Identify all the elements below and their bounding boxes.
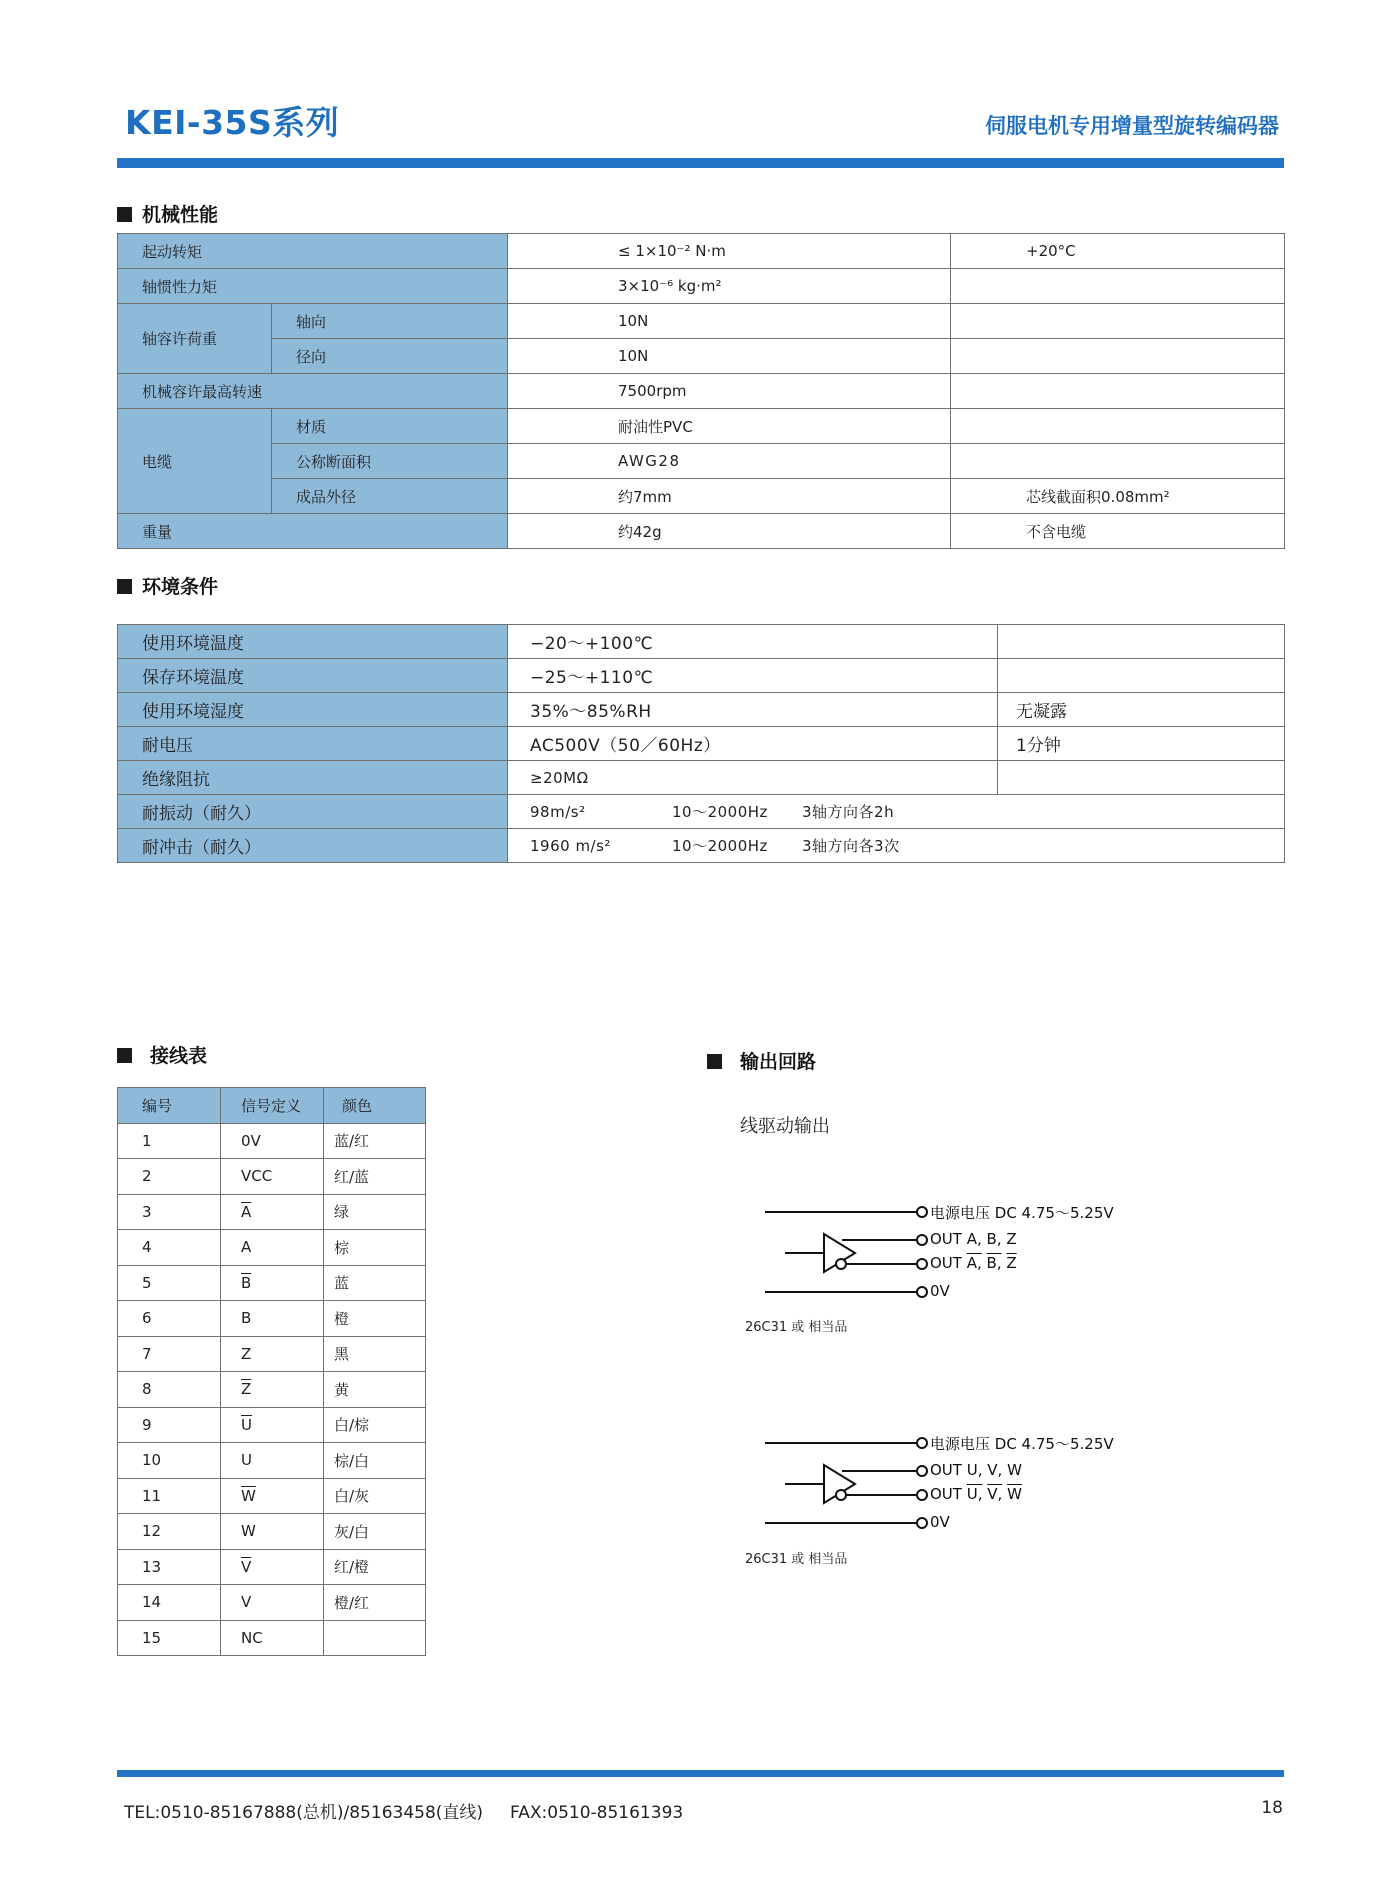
signal-cell: V [221,1585,324,1621]
row-value-group [508,795,1285,829]
footer-rule [117,1770,1284,1777]
row-note: +20°C [951,234,1285,269]
color-cell: 绿 [324,1194,426,1230]
color-cell: 蓝/红 [324,1123,426,1159]
inverter-bubble-icon [836,1490,846,1500]
row-value: ≤ 1×10⁻² N·m [508,234,951,269]
signal-cell: $\overline{B}$ [221,1265,324,1301]
table-header-row [118,1088,426,1124]
page-subtitle: 伺服电机专用增量型旋转编码器 [985,114,1279,138]
color-cell: 棕 [324,1230,426,1266]
label-part: $\overline{Z}$ [1006,1254,1017,1272]
signal-cell: VCC [221,1159,324,1195]
row-value: −20～+100℃ [508,625,998,659]
row-label: 机械容许最高转速 [118,374,508,409]
pin-number-cell: 4 [118,1230,221,1266]
table-row [118,374,1285,409]
label-part: W [1007,1461,1022,1479]
row-label: 轴惯性力矩 [118,269,508,304]
table-row [118,1123,426,1159]
signal-cell: $\overline{W}$ [221,1478,324,1514]
row-sublabel: 成品外径 [272,479,508,514]
row-note [998,659,1285,693]
circuit2-out-negative [930,1485,1022,1503]
environment-table [117,624,1285,863]
section-heading-text: 环境条件 [142,576,219,598]
pin-number-cell: 10 [118,1443,221,1479]
table-row [118,795,1285,829]
table-row [118,761,1285,795]
color-cell: 红/橙 [324,1549,426,1585]
color-cell: 黑 [324,1336,426,1372]
row-note: 芯线截面积0.08mm² [951,479,1285,514]
row-label: 使用环境湿度 [118,693,508,727]
shock-freq: 10～2000Hz [672,837,768,855]
row-note [951,269,1285,304]
table-row [118,1407,426,1443]
circuit2-zero-label: 0V [930,1513,950,1531]
table-row [118,444,1285,479]
color-cell: 棕/白 [324,1443,426,1479]
table-row [118,1194,426,1230]
row-value: 35%～85%RH [508,693,998,727]
row-value: 3×10⁻⁶ kg·m² [508,269,951,304]
row-label: 耐电压 [118,727,508,761]
section-heading-environment [117,572,218,599]
table-row [118,339,1285,374]
terminal-icon [917,1207,927,1217]
row-value: AC500V（50／60Hz） [508,727,998,761]
table-row [118,1301,426,1337]
shock-direction: 3轴方向各3次 [802,837,900,855]
table-row [118,1159,426,1195]
row-label: 绝缘阻抗 [118,761,508,795]
signal-cell: W [221,1514,324,1550]
page-number: 18 [1261,1798,1283,1818]
terminal-icon [917,1518,927,1528]
row-value: 7500rpm [508,374,951,409]
pin-number-cell: 6 [118,1301,221,1337]
row-sublabel: 公称断面积 [272,444,508,479]
pin-number-cell: 14 [118,1585,221,1621]
vibration-accel: 98m/s² [530,803,586,821]
color-cell: 灰/白 [324,1514,426,1550]
table-row [118,727,1285,761]
row-value: 耐油性PVC [508,409,951,444]
circuit1-zero-label: 0V [930,1282,950,1300]
label-part: OUT A, [930,1230,982,1248]
row-label: 起动转矩 [118,234,508,269]
table-row [118,1514,426,1550]
label-part: Z [1006,1230,1017,1248]
pin-number-cell: 1 [118,1123,221,1159]
circuit2-out-positive [930,1461,1022,1479]
row-sublabel: 径向 [272,339,508,374]
row-note [951,444,1285,479]
header-rule [117,158,1284,168]
table-row [118,304,1285,339]
label-part: U, [966,1485,983,1503]
label-part: OUT [930,1254,962,1272]
row-note [998,625,1285,659]
vibration-direction: 3轴方向各2h [802,803,895,821]
table-row [118,409,1285,444]
signal-cell: U [221,1443,324,1479]
signal-cell: $\overline{U}$ [221,1407,324,1443]
row-label: 电缆 [118,409,272,514]
pin-number-cell: 5 [118,1265,221,1301]
signal-cell: $\overline{A}$ [221,1194,324,1230]
row-value: 约42g [508,514,951,549]
row-note [951,409,1285,444]
table-row [118,1265,426,1301]
terminal-icon [917,1490,927,1500]
label-part: V, [987,1485,1003,1503]
row-label: 耐振动（耐久） [118,795,508,829]
pin-number-cell: 2 [118,1159,221,1195]
table-row [118,659,1285,693]
terminal-icon [917,1235,927,1245]
mechanical-table [117,233,1285,549]
label-part: OUT [930,1485,962,1503]
color-cell: 白/灰 [324,1478,426,1514]
line-driver-circuit-2 [760,1431,940,1531]
square-bullet-icon [707,1054,722,1069]
table-row [118,1230,426,1266]
pin-number-cell: 9 [118,1407,221,1443]
signal-cell: 0V [221,1123,324,1159]
row-note [951,374,1285,409]
column-header: 信号定义 [221,1088,324,1124]
signal-cell: NC [221,1620,324,1656]
row-note: 1分钟 [998,727,1285,761]
table-row [118,1478,426,1514]
row-value: 10N [508,304,951,339]
label-part: B, [986,1254,1002,1272]
row-label: 重量 [118,514,508,549]
signal-cell: A [221,1230,324,1266]
row-note [951,339,1285,374]
wiring-table [117,1087,426,1656]
row-label: 耐冲击（耐久） [118,829,508,863]
signal-cell: Z [221,1336,324,1372]
circuit2-power-label: 电源电压 DC 4.75～5.25V [930,1435,1114,1453]
section-heading-text: 接线表 [150,1045,208,1067]
row-label: 保存环境温度 [118,659,508,693]
vibration-freq: 10～2000Hz [672,803,768,821]
label-part: A, [966,1254,982,1272]
pin-number-cell: 8 [118,1372,221,1408]
signal-cell: $\overline{V}$ [221,1549,324,1585]
inverter-bubble-icon [836,1259,846,1269]
circuit1-chip-label: 26C31 或 相当品 [745,1320,848,1335]
label-part: B, [986,1230,1002,1248]
pin-number-cell: 15 [118,1620,221,1656]
row-value: 10N [508,339,951,374]
row-value: 约7mm [508,479,951,514]
circuit1-out-negative [930,1254,1017,1272]
row-value: AWG28 [508,444,951,479]
color-cell: 白/棕 [324,1407,426,1443]
table-row [118,693,1285,727]
table-row [118,1620,426,1656]
color-cell: 蓝 [324,1265,426,1301]
circuit2-chip-label: 26C31 或 相当品 [745,1552,848,1567]
square-bullet-icon [117,579,132,594]
row-label: 使用环境温度 [118,625,508,659]
shock-accel: 1960 m/s² [530,837,611,855]
signal-cell: B [221,1301,324,1337]
section-heading-wiring [117,1041,207,1068]
color-cell [324,1620,426,1656]
row-value: ≥20MΩ [508,761,998,795]
signal-cell: $\overline{Z}$ [221,1372,324,1408]
table-row [118,234,1285,269]
pin-number-cell: 7 [118,1336,221,1372]
label-part: $\overline{W}$ [1007,1485,1022,1503]
terminal-icon [917,1287,927,1297]
square-bullet-icon [117,207,132,222]
row-note [951,304,1285,339]
table-row [118,1372,426,1408]
table-row [118,1336,426,1372]
row-note: 无凝露 [998,693,1285,727]
table-row [118,1443,426,1479]
table-row [118,625,1285,659]
output-subheading: 线驱动输出 [740,1116,830,1137]
pin-number-cell: 13 [118,1549,221,1585]
section-heading-mechanical [117,200,218,227]
pin-number-cell: 11 [118,1478,221,1514]
row-value-group [508,829,1285,863]
color-cell: 橙 [324,1301,426,1337]
table-row [118,829,1285,863]
page-title: KEI-35S系列 [125,103,340,142]
terminal-icon [917,1259,927,1269]
section-heading-output [707,1047,816,1074]
terminal-icon [917,1466,927,1476]
color-cell: 红/蓝 [324,1159,426,1195]
column-header: 颜色 [324,1088,426,1124]
table-row [118,1585,426,1621]
line-driver-circuit-1 [760,1200,940,1300]
terminal-icon [917,1438,927,1448]
section-heading-text: 输出回路 [740,1051,817,1073]
pin-number-cell: 3 [118,1194,221,1230]
row-note [998,761,1285,795]
section-heading-text: 机械性能 [142,204,219,226]
label-part: OUT U, [930,1461,983,1479]
table-row [118,514,1285,549]
row-note: 不含电缆 [951,514,1285,549]
wiring-table-body [118,1088,426,1656]
row-value: −25～+110℃ [508,659,998,693]
row-label: 轴容许荷重 [118,304,272,374]
column-header: 编号 [118,1088,221,1124]
table-row [118,479,1285,514]
color-cell: 橙/红 [324,1585,426,1621]
table-row [118,1549,426,1585]
row-sublabel: 轴向 [272,304,508,339]
row-sublabel: 材质 [272,409,508,444]
footer-contact: TEL:0510-85167888(总机)/85163458(直线) FAX:0510-85161393 [124,1803,684,1823]
pin-number-cell: 12 [118,1514,221,1550]
table-row [118,269,1285,304]
color-cell: 黄 [324,1372,426,1408]
label-part: V, [987,1461,1003,1479]
square-bullet-icon [117,1048,132,1063]
circuit1-power-label: 电源电压 DC 4.75～5.25V [930,1204,1114,1222]
circuit1-out-positive [930,1230,1017,1248]
